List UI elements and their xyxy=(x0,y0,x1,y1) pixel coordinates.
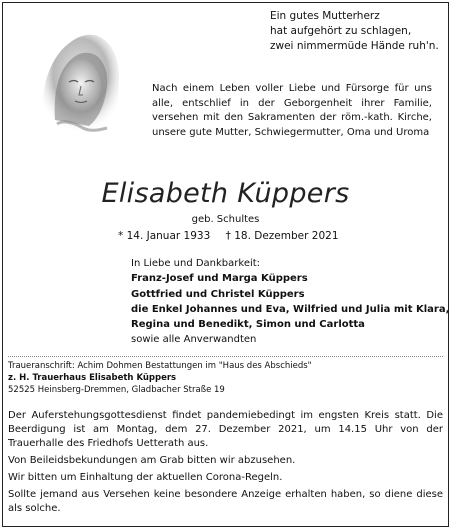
note-paragraph: Von Beileidsbekundungen am Grab bitten wir abzusehen. xyxy=(8,455,296,466)
mourners-closing: sowie alle Anverwandten xyxy=(131,334,257,346)
madonna-portrait-icon xyxy=(33,24,127,136)
mourner-entry: die Enkel Johannes und Eva, Wilfried und Julia mit Klara, xyxy=(131,303,450,315)
motto-line: zwei nimmermüde Hände ruh'n. xyxy=(270,40,439,52)
life-dates xyxy=(118,230,339,242)
funeral-notes xyxy=(8,409,443,519)
motto-line: Ein gutes Mutterherz xyxy=(270,10,380,22)
address-line: Traueranschrift: Achim Dohmen Bestattungen im "Haus des Abschieds" xyxy=(8,361,312,371)
mourners-list xyxy=(131,256,449,348)
address-line: z. H. Trauerhaus Elisabeth Küppers xyxy=(8,373,177,383)
mourner-entry: Franz-Josef und Marga Küppers xyxy=(131,273,308,285)
birth-date: * 14. Januar 1933 xyxy=(118,230,211,242)
mourner-entry: Gottfried und Christel Küppers xyxy=(131,288,305,300)
motto-line: hat aufgehört zu schlagen, xyxy=(270,25,412,37)
death-date: † 18. Dezember 2021 xyxy=(225,230,339,242)
note-paragraph: Wir bitten um Einhaltung der aktuellen Corona-Regeln. xyxy=(8,472,283,483)
motto-verse xyxy=(270,9,439,54)
mourning-address xyxy=(8,360,312,396)
note-paragraph: Der Auferstehungsgottesdienst findet pandemiebedingt im engsten Kreis statt. Die Beerdigung ist am Montag, dem 27. Dezember 2021, um 14.15 Uhr von der Trauerhalle des Friedhofs Uetterath aus. xyxy=(8,410,443,449)
maiden-name: geb. Schultes xyxy=(191,214,260,225)
mourners-heading: In Liebe und Dankbarkeit: xyxy=(131,258,261,269)
address-line: 52525 Heinsberg-Dremmen, Gladbacher Straße 19 xyxy=(8,385,225,395)
intro-text: Nach einem Leben voller Liebe und Fürsorge für uns alle, entschlief in der Geborgenheit ihrer Familie, versehen mit den Sakramenten der röm.-kath. Kirche, unsere gute Mutter, Schwiegermutter, Oma und Uroma xyxy=(152,83,432,138)
mourner-entry: Regina und Benedikt, Simon und Carlotta xyxy=(131,319,365,331)
note-paragraph: Sollte jemand aus Versehen keine besondere Anzeige erhalten haben, so diene diese als solche. xyxy=(8,489,443,514)
deceased-name: Elisabeth Küppers xyxy=(101,178,350,209)
divider xyxy=(8,356,443,357)
